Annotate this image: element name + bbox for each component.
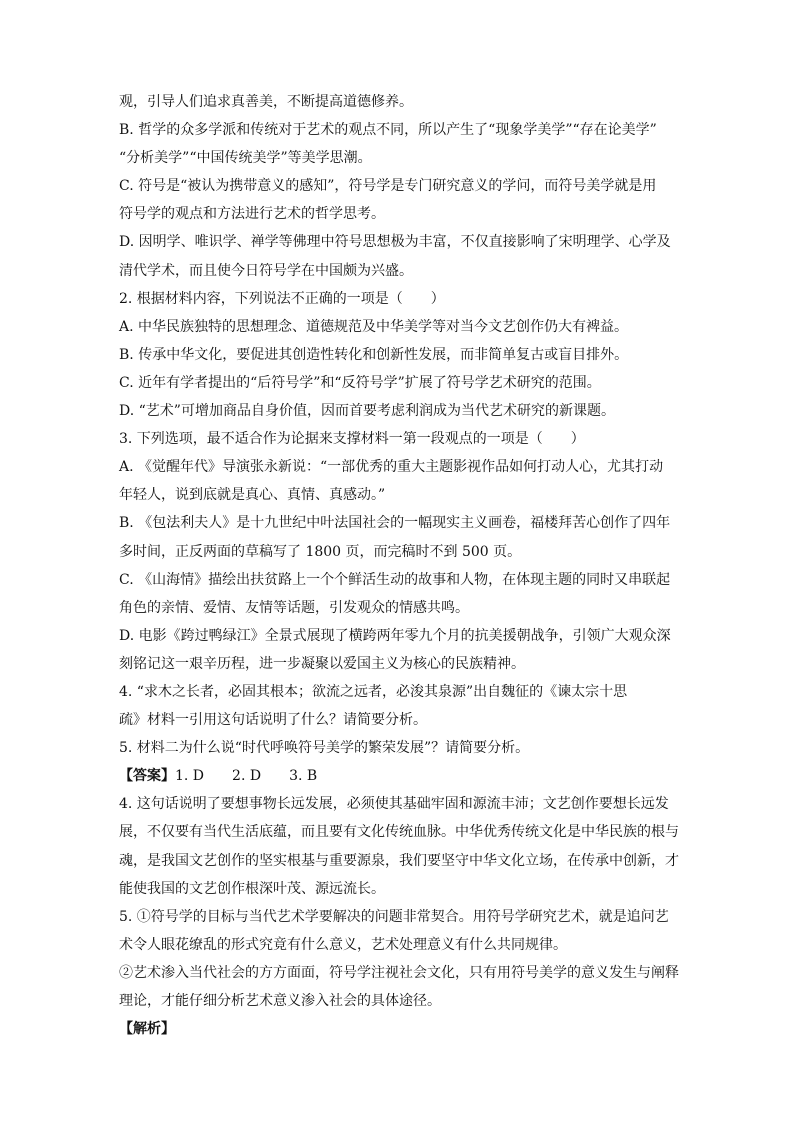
answer-line (119, 762, 679, 790)
text-line: 符号学的观点和方法进行艺术的哲学思考。 (119, 206, 385, 223)
option-b: B. 哲学的众多学派和传统对于艺术的观点不同，所以产生了“现象学美学”“存在论美学” (119, 122, 657, 139)
answer-4-line: 展，不仅要有当代生活底蕴，而且要有文化传统血脉。中华优秀传统文化是中华民族的根与 (119, 824, 679, 841)
option-b: B. 传承中华文化，要促进其创造性转化和创新性发展，而非简单复古或盲目排外。 (119, 346, 629, 363)
answer-5-line: 5. ①符号学的目标与当代艺术学要解决的问题非常契合。用符号学研究艺术，就是追问艺 (119, 908, 669, 925)
text-line: 年轻人，说到底就是真心、真情、真感动。” (119, 487, 386, 504)
option-a: A. 《觉醒年代》导演张永新说：“一部优秀的重大主题影视作品如何打动人心，尤其打动 (119, 459, 664, 476)
option-d: D. “艺术”可增加商品自身价值，因而首要考虑利润成为当代艺术研究的新课题。 (119, 403, 615, 420)
option-c: C. 《山海情》描绘出扶贫路上一个个鲜活生动的故事和人物，在体现主题的同时又串联起 (119, 571, 671, 588)
answer-choices: 1. D 2. D 3. B (175, 768, 318, 785)
question-3: 3. 下列选项，最不适合作为论据来支撑材料一第一段观点的一项是（ ） (119, 431, 585, 448)
document-page (119, 88, 679, 1043)
answer-4-line: 魂，是我国文艺创作的坚实根基与重要源泉，我们要坚守中华文化立场，在传承中创新，才 (119, 852, 679, 869)
question-4: 4. “求木之长者，必固其根本；欲流之远者，必浚其泉源”出自魏征的《谏太宗十思 (119, 683, 628, 700)
text-line: 多时间，正反两面的草稿写了 1800 页，而完稿时不到 500 页。 (119, 543, 522, 560)
text-line: 刻铭记这一艰辛历程，进一步凝聚以爱国主义为核心的民族精神。 (119, 655, 525, 672)
text-line: “分析美学”“中国传统美学”等美学思潮。 (119, 150, 372, 167)
option-b: B. 《包法利夫人》是十九世纪中叶法国社会的一幅现实主义画卷，福楼拜苦心创作了四年 (119, 515, 671, 532)
text-line: 观，引导人们追求真善美，不断提高道德修养。 (119, 94, 413, 110)
answer-5-line: 术令人眼花缭乱的形式究竟有什么意义，艺术处理意义有什么共同规律。 (119, 936, 567, 953)
option-d: D. 电影《跨过鸭绿江》全景式展现了横跨两年零九个月的抗美援朝战争，引领广大观众深 (119, 627, 671, 644)
answer-4-line: 4. 这句话说明了要想事物长远发展，必须使其基础牢固和源流丰沛；文艺创作要想长远发 (119, 796, 669, 813)
answer-5-line: 理论，才能仔细分析艺术意义渗入社会的具体途径。 (119, 993, 441, 1009)
answer-tag: 【答案】 (119, 768, 175, 785)
question-5: 5. 材料二为什么说“时代呼唤符号美学的繁荣发展”？请简要分析。 (119, 740, 530, 757)
option-a: A. 中华民族独特的思想理念、道德规范及中华美学等对当今文艺创作仍大有裨益。 (119, 318, 629, 335)
text-line: 清代学术，而且使今日符号学在中国颇为兴盛。 (119, 262, 413, 279)
analysis-tag: 【解析】 (119, 1021, 175, 1038)
text-line: 疏》材料一引用这句话说明了什么？请简要分析。 (119, 712, 427, 729)
option-c: C. 近年有学者提出的“后符号学”和“反符号学”扩展了符号学艺术研究的范围。 (119, 374, 601, 391)
option-d: D. 因明学、唯识学、禅学等佛理中符号思想极为丰富，不仅直接影响了宋明理学、心学及 (119, 234, 671, 251)
answer-5-line: ②艺术渗入当代社会的方方面面，符号学注视社会文化，只有用符号美学的意义发生与阐释 (119, 964, 679, 981)
answer-4-line: 能使我国的文艺创作根深叶茂、源远流长。 (119, 880, 385, 897)
question-2: 2. 根据材料内容，下列说法不正确的一项是（ ） (119, 290, 445, 307)
text-line: 角色的亲情、爱情、友情等话题，引发观众的情感共鸣。 (119, 599, 469, 616)
option-c: C. 符号是“被认为携带意义的感知”，符号学是专门研究意义的学问，而符号美学就是用 (119, 178, 657, 195)
